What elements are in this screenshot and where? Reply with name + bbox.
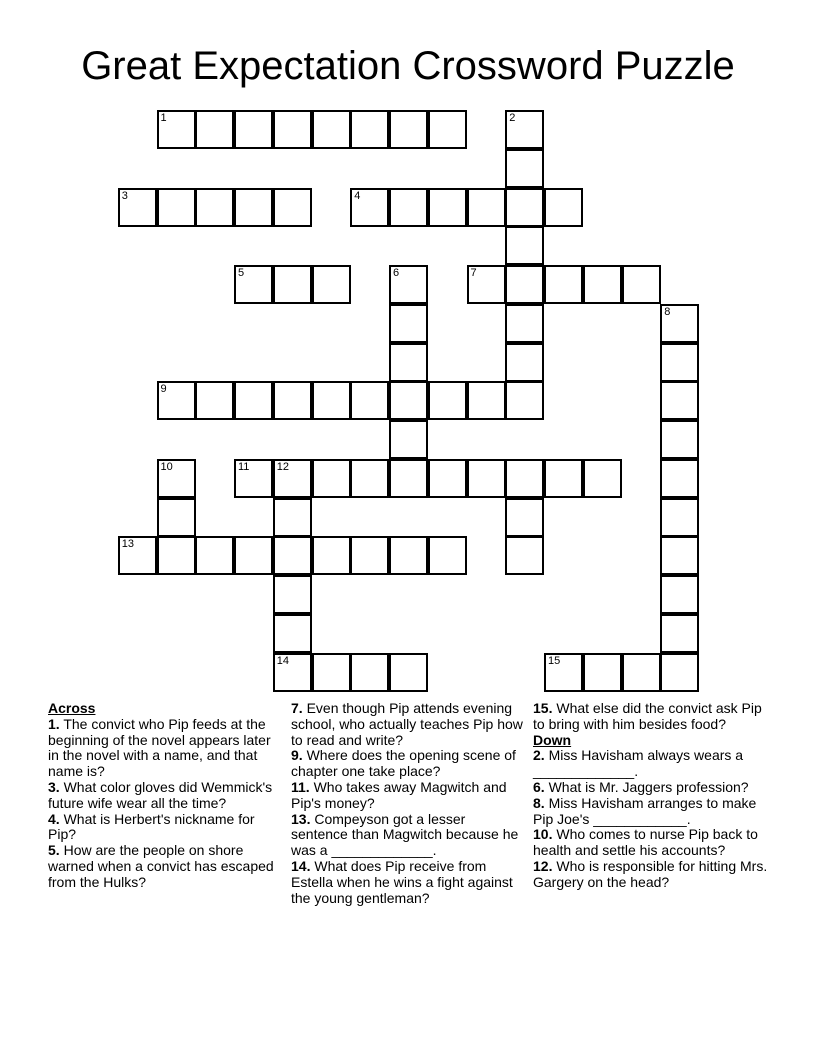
clue-number: 11: [238, 460, 250, 473]
clue-number: 7: [470, 267, 477, 279]
grid-cell[interactable]: [312, 536, 351, 575]
grid-cell[interactable]: [195, 536, 234, 575]
clue-number: 8: [664, 305, 671, 318]
grid-cell[interactable]: [544, 459, 583, 498]
grid-cell[interactable]: [622, 653, 661, 692]
grid-cell[interactable]: [505, 343, 544, 382]
clue-number: 12: [276, 460, 289, 473]
clue-across-14: 14. What does Pip receive from Estella when he wins a fight against the young gentleman?: [291, 857, 513, 906]
clue-down-8: 8. Miss Havisham arranges to make Pip Joe's ____________.: [533, 794, 757, 827]
grid-cell[interactable]: [350, 653, 389, 692]
grid-cell[interactable]: [273, 498, 312, 537]
grid-cell[interactable]: [428, 536, 467, 575]
grid-cell[interactable]: [350, 459, 389, 498]
grid-cell[interactable]: [273, 614, 312, 653]
grid-cell[interactable]: [544, 653, 583, 692]
grid-cell[interactable]: [505, 498, 544, 537]
grid-cell[interactable]: [505, 304, 544, 343]
grid-cell[interactable]: [273, 381, 312, 420]
clue-number: 9: [160, 383, 167, 396]
clue-across-13: 13. Compeyson got a lesser sentence than Magwitch because he was a _____________.: [291, 810, 519, 859]
clue-across-15: 15. What else did the convict ask Pip to bring with him besides food?: [533, 700, 762, 732]
grid-cell[interactable]: [195, 188, 234, 227]
clues-column-3: [533, 701, 769, 891]
clues-column-2: [291, 701, 523, 906]
grid-cell[interactable]: [118, 188, 157, 227]
grid-cell[interactable]: [389, 536, 428, 575]
grid-cell[interactable]: [505, 226, 544, 265]
grid-cell[interactable]: [389, 188, 428, 227]
puzzle-title: Great Expectation Crossword Puzzle: [81, 44, 735, 88]
clue-across-1: 1. The convict who Pip feeds at the beginning of the novel appears later in the novel with a name, and that name is?: [48, 715, 271, 780]
grid-cell[interactable]: [505, 381, 544, 420]
grid-cell[interactable]: [660, 420, 699, 459]
clue-number: 2: [509, 112, 516, 124]
clue-across-9: 9. Where does the opening scene of chapter one take place?: [291, 747, 516, 780]
grid-cell[interactable]: [660, 304, 699, 343]
grid-cell[interactable]: [234, 110, 273, 149]
down-header: Down: [533, 731, 572, 748]
grid-cell[interactable]: [389, 653, 428, 692]
grid-cell[interactable]: [234, 536, 273, 575]
clue-number: 15: [548, 654, 561, 667]
grid-cell[interactable]: [467, 459, 506, 498]
clue-across-3: 3. What color gloves did Wemmick's future wife wear all the time?: [48, 778, 273, 811]
grid-cell[interactable]: [350, 381, 389, 420]
clue-down-12: 12. Who is responsible for hitting Mrs. Gargery on the head?: [533, 857, 768, 890]
grid-cell[interactable]: [389, 420, 428, 459]
grid-cell[interactable]: [660, 459, 699, 498]
grid-cell[interactable]: [157, 110, 196, 149]
clue-across-11: 11. Who takes away Magwitch and Pip's money?: [291, 778, 507, 811]
grid-cell[interactable]: [505, 149, 544, 188]
grid-cell[interactable]: [544, 188, 583, 227]
grid-cell[interactable]: [505, 265, 544, 304]
grid-cell[interactable]: [583, 265, 622, 304]
grid-cell[interactable]: [312, 653, 351, 692]
grid-cell[interactable]: [428, 381, 467, 420]
grid-cell[interactable]: [350, 110, 389, 149]
grid-cell[interactable]: [389, 265, 428, 304]
grid-cell[interactable]: [157, 498, 196, 537]
grid-cell[interactable]: [312, 110, 351, 149]
clue-down-10: 10. Who comes to nurse Pip back to health and settle his accounts?: [533, 826, 758, 859]
grid-cell[interactable]: [583, 653, 622, 692]
grid-cell[interactable]: [660, 381, 699, 420]
grid-cell[interactable]: [389, 343, 428, 382]
grid-cell[interactable]: [195, 381, 234, 420]
grid-cell[interactable]: [467, 188, 506, 227]
clue-number: 13: [121, 538, 134, 551]
grid-cell[interactable]: [389, 304, 428, 343]
grid-cell[interactable]: [505, 459, 544, 498]
grid-cell[interactable]: [350, 188, 389, 227]
grid-cell[interactable]: [234, 188, 273, 227]
grid-cell[interactable]: [273, 265, 312, 304]
grid-cell[interactable]: [467, 265, 506, 304]
grid-cell[interactable]: [234, 381, 273, 420]
grid-cell[interactable]: [660, 614, 699, 653]
grid-cell[interactable]: [157, 459, 196, 498]
grid-cell[interactable]: [389, 381, 428, 420]
grid-cell[interactable]: [660, 575, 699, 614]
grid-cell[interactable]: [157, 381, 196, 420]
across-header: Across: [48, 700, 96, 716]
clue-down-6: 6. What is Mr. Jaggers profession?: [533, 778, 749, 795]
grid-cell[interactable]: [234, 265, 273, 304]
grid-cell[interactable]: [660, 343, 699, 382]
grid-cell[interactable]: [544, 265, 583, 304]
grid-cell[interactable]: [660, 536, 699, 575]
grid-cell[interactable]: [428, 188, 467, 227]
grid-cell[interactable]: [505, 536, 544, 575]
grid-cell[interactable]: [660, 653, 699, 692]
grid-cell[interactable]: [273, 653, 312, 692]
clue-number: 14: [276, 654, 289, 667]
clue-number: 6: [393, 267, 400, 279]
clues-column-1: [48, 701, 280, 891]
clue-number: 5: [238, 267, 245, 279]
grid-cell[interactable]: [157, 188, 196, 227]
grid-cell[interactable]: [118, 536, 157, 575]
grid-cell[interactable]: [428, 110, 467, 149]
grid-cell[interactable]: [505, 110, 544, 149]
clue-across-7: 7. Even though Pip attends evening school, who actually teaches Pip how to read and write?: [291, 700, 523, 748]
clue-down-2: 2. Miss Havisham always wears a _____________.: [533, 747, 744, 780]
grid-cell[interactable]: [389, 459, 428, 498]
grid-cell[interactable]: [622, 265, 661, 304]
grid-cell[interactable]: [234, 459, 273, 498]
grid-cell[interactable]: [157, 536, 196, 575]
clue-number: 3: [121, 189, 128, 202]
grid-cell[interactable]: [273, 459, 312, 498]
grid-cell[interactable]: [428, 459, 467, 498]
grid-cell[interactable]: [312, 459, 351, 498]
clue-number: 4: [354, 189, 361, 202]
grid-cell[interactable]: [350, 536, 389, 575]
grid-cell[interactable]: [273, 188, 312, 227]
grid-cell[interactable]: [505, 188, 544, 227]
grid-cell[interactable]: [312, 265, 351, 304]
grid-cell[interactable]: [467, 381, 506, 420]
clue-number: 10: [160, 460, 173, 473]
grid-cell[interactable]: [273, 110, 312, 149]
grid-cell[interactable]: [273, 575, 312, 614]
grid-cell[interactable]: [389, 110, 428, 149]
grid-cell[interactable]: [583, 459, 622, 498]
clue-across-4: 4. What is Herbert's nickname for Pip?: [48, 810, 255, 843]
clue-across-5: 5. How are the people on shore warned when a convict has escaped from the Hulks?: [48, 842, 274, 890]
grid-cell[interactable]: [273, 536, 312, 575]
grid-cell[interactable]: [660, 498, 699, 537]
grid-cell[interactable]: [195, 110, 234, 149]
grid-cell[interactable]: [312, 381, 351, 420]
clue-number: 1: [160, 112, 167, 124]
